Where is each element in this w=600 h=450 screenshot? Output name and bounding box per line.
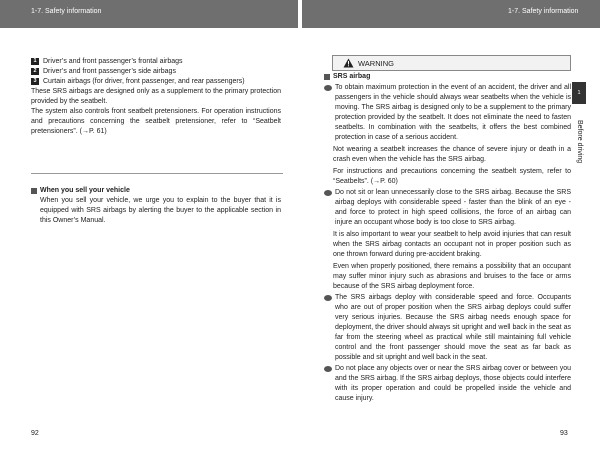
section-title: When you sell your vehicle: [40, 187, 130, 194]
bullet-text: The SRS airbags deploy with considerable speed and force. Occupants who are out of proper position when the SRS airbag deploys could suffer very serious injuries. Because the SRS airbag needs enough space for deployment, the driver should always sit upright and well back in the seat as far from the steering wheel as practical while still maintaining full vehicle control and the front passenger should move the seat as far back as possible and sit upright and well back in the seat.: [335, 294, 571, 361]
warning-bullet: [324, 293, 571, 363]
bullet-text: Do not sit or lean unnecessarily close to the SRS airbag. Because the SRS airbag deploys with considerable speed - faster than the blink of an eye - and force to protect in high speed collisions, the force of an airbag can injure an occupant whose body is too close to SRS airbag.: [335, 189, 571, 226]
warning-bullet: [324, 188, 571, 228]
airbag-supplement-paragraph: These SRS airbags are designed only as a supplement to the primary protection provided by the seatbelt.: [31, 88, 281, 105]
right-page-content: [324, 72, 571, 404]
section-square-icon: [324, 74, 330, 80]
section-heading: [31, 186, 281, 196]
chapter-tab: 1: [572, 82, 586, 104]
divider-line: [31, 173, 283, 174]
section-text: When you sell your vehicle, we urge you to explain to the buyer that it is equipped with SRS airbags by alerting the buyer to the applicable section in this Owner’s Manual.: [40, 197, 281, 224]
warning-bullet: [324, 364, 571, 404]
section-square-icon: [31, 188, 37, 194]
page-number-right: 93: [560, 430, 568, 437]
bullet-text: To obtain maximum protection in the event of an accident, the driver and all passengers in the vehicle should always wear seatbelts when the vehicle is moving. The SRS airbag is designed only to be a supplement to the primary protection provided by the seatbelt. It does not eliminate the need to fasten seatbelts. In combination with the seatbelts, it offers the best combined protection in case of a serious accident.: [335, 84, 571, 141]
list-item: [31, 77, 281, 87]
chapter-side-label: Before driving: [576, 120, 583, 164]
list-item: [31, 57, 281, 67]
page-number-left: 92: [31, 430, 39, 437]
right-header-title: 1-7. Safety information: [508, 8, 579, 15]
bullet-paragraph: Not wearing a seatbelt increases the chance of severe injury or death in a crash even when the vehicle has the SRS airbag.: [333, 146, 571, 163]
bullet-text: Do not place any objects over or near the SRS airbag cover or between you and the SRS airbag. If the SRS airbag deploys, those objects could interfere with its proper operation and could be propelled inside the vehicle and cause injury.: [335, 365, 571, 402]
bullet-paragraph: For instructions and precautions concerning the seatbelt system, refer to “Seatbelts”. (→P. 60): [333, 168, 571, 185]
warning-label: WARNING: [358, 59, 394, 68]
sell-vehicle-section: [31, 181, 281, 226]
warning-banner: [332, 55, 571, 71]
page-gutter: [298, 0, 302, 450]
item-number-badge: 1: [31, 58, 39, 65]
bullet-paragraph: It is also important to wear your seatbelt to help avoid injuries that can result when the SRS airbag contacts an occupant not in proper position such as one thrown forward during pre-accident braking.: [333, 231, 571, 258]
section-heading: [324, 72, 571, 82]
bullet-icon: [324, 85, 332, 91]
list-item-text: Curtain airbags (for driver, front passenger, and rear passengers): [43, 78, 245, 85]
left-header-title: 1-7. Safety information: [31, 8, 102, 15]
left-page-content: [31, 57, 281, 137]
bullet-paragraph: Even when properly positioned, there remains a possibility that an occupant may suffer minor injury such as abrasions and bruises to the face or arms because of the SRS airbag deployment force.: [333, 263, 571, 290]
pretensioner-paragraph: The system also controls front seatbelt pretensioners. For operation instructions and precautions concerning the seatbelt pretensioner, refer to “Seatbelt pretensioners”. (→P. 61): [31, 108, 281, 135]
list-item: [31, 67, 281, 77]
item-number-badge: 2: [31, 68, 39, 75]
bullet-icon: [324, 295, 332, 301]
list-item-text: Driver’s and front passenger’s side airbags: [43, 68, 176, 75]
list-item-text: Driver’s and front passenger’s frontal airbags: [43, 58, 183, 65]
bullet-icon: [324, 366, 332, 372]
bullet-icon: [324, 190, 332, 196]
warning-icon: [343, 58, 354, 68]
section-title: SRS airbag: [333, 73, 371, 80]
warning-bullet: [324, 83, 571, 143]
item-number-badge: 3: [31, 78, 39, 85]
